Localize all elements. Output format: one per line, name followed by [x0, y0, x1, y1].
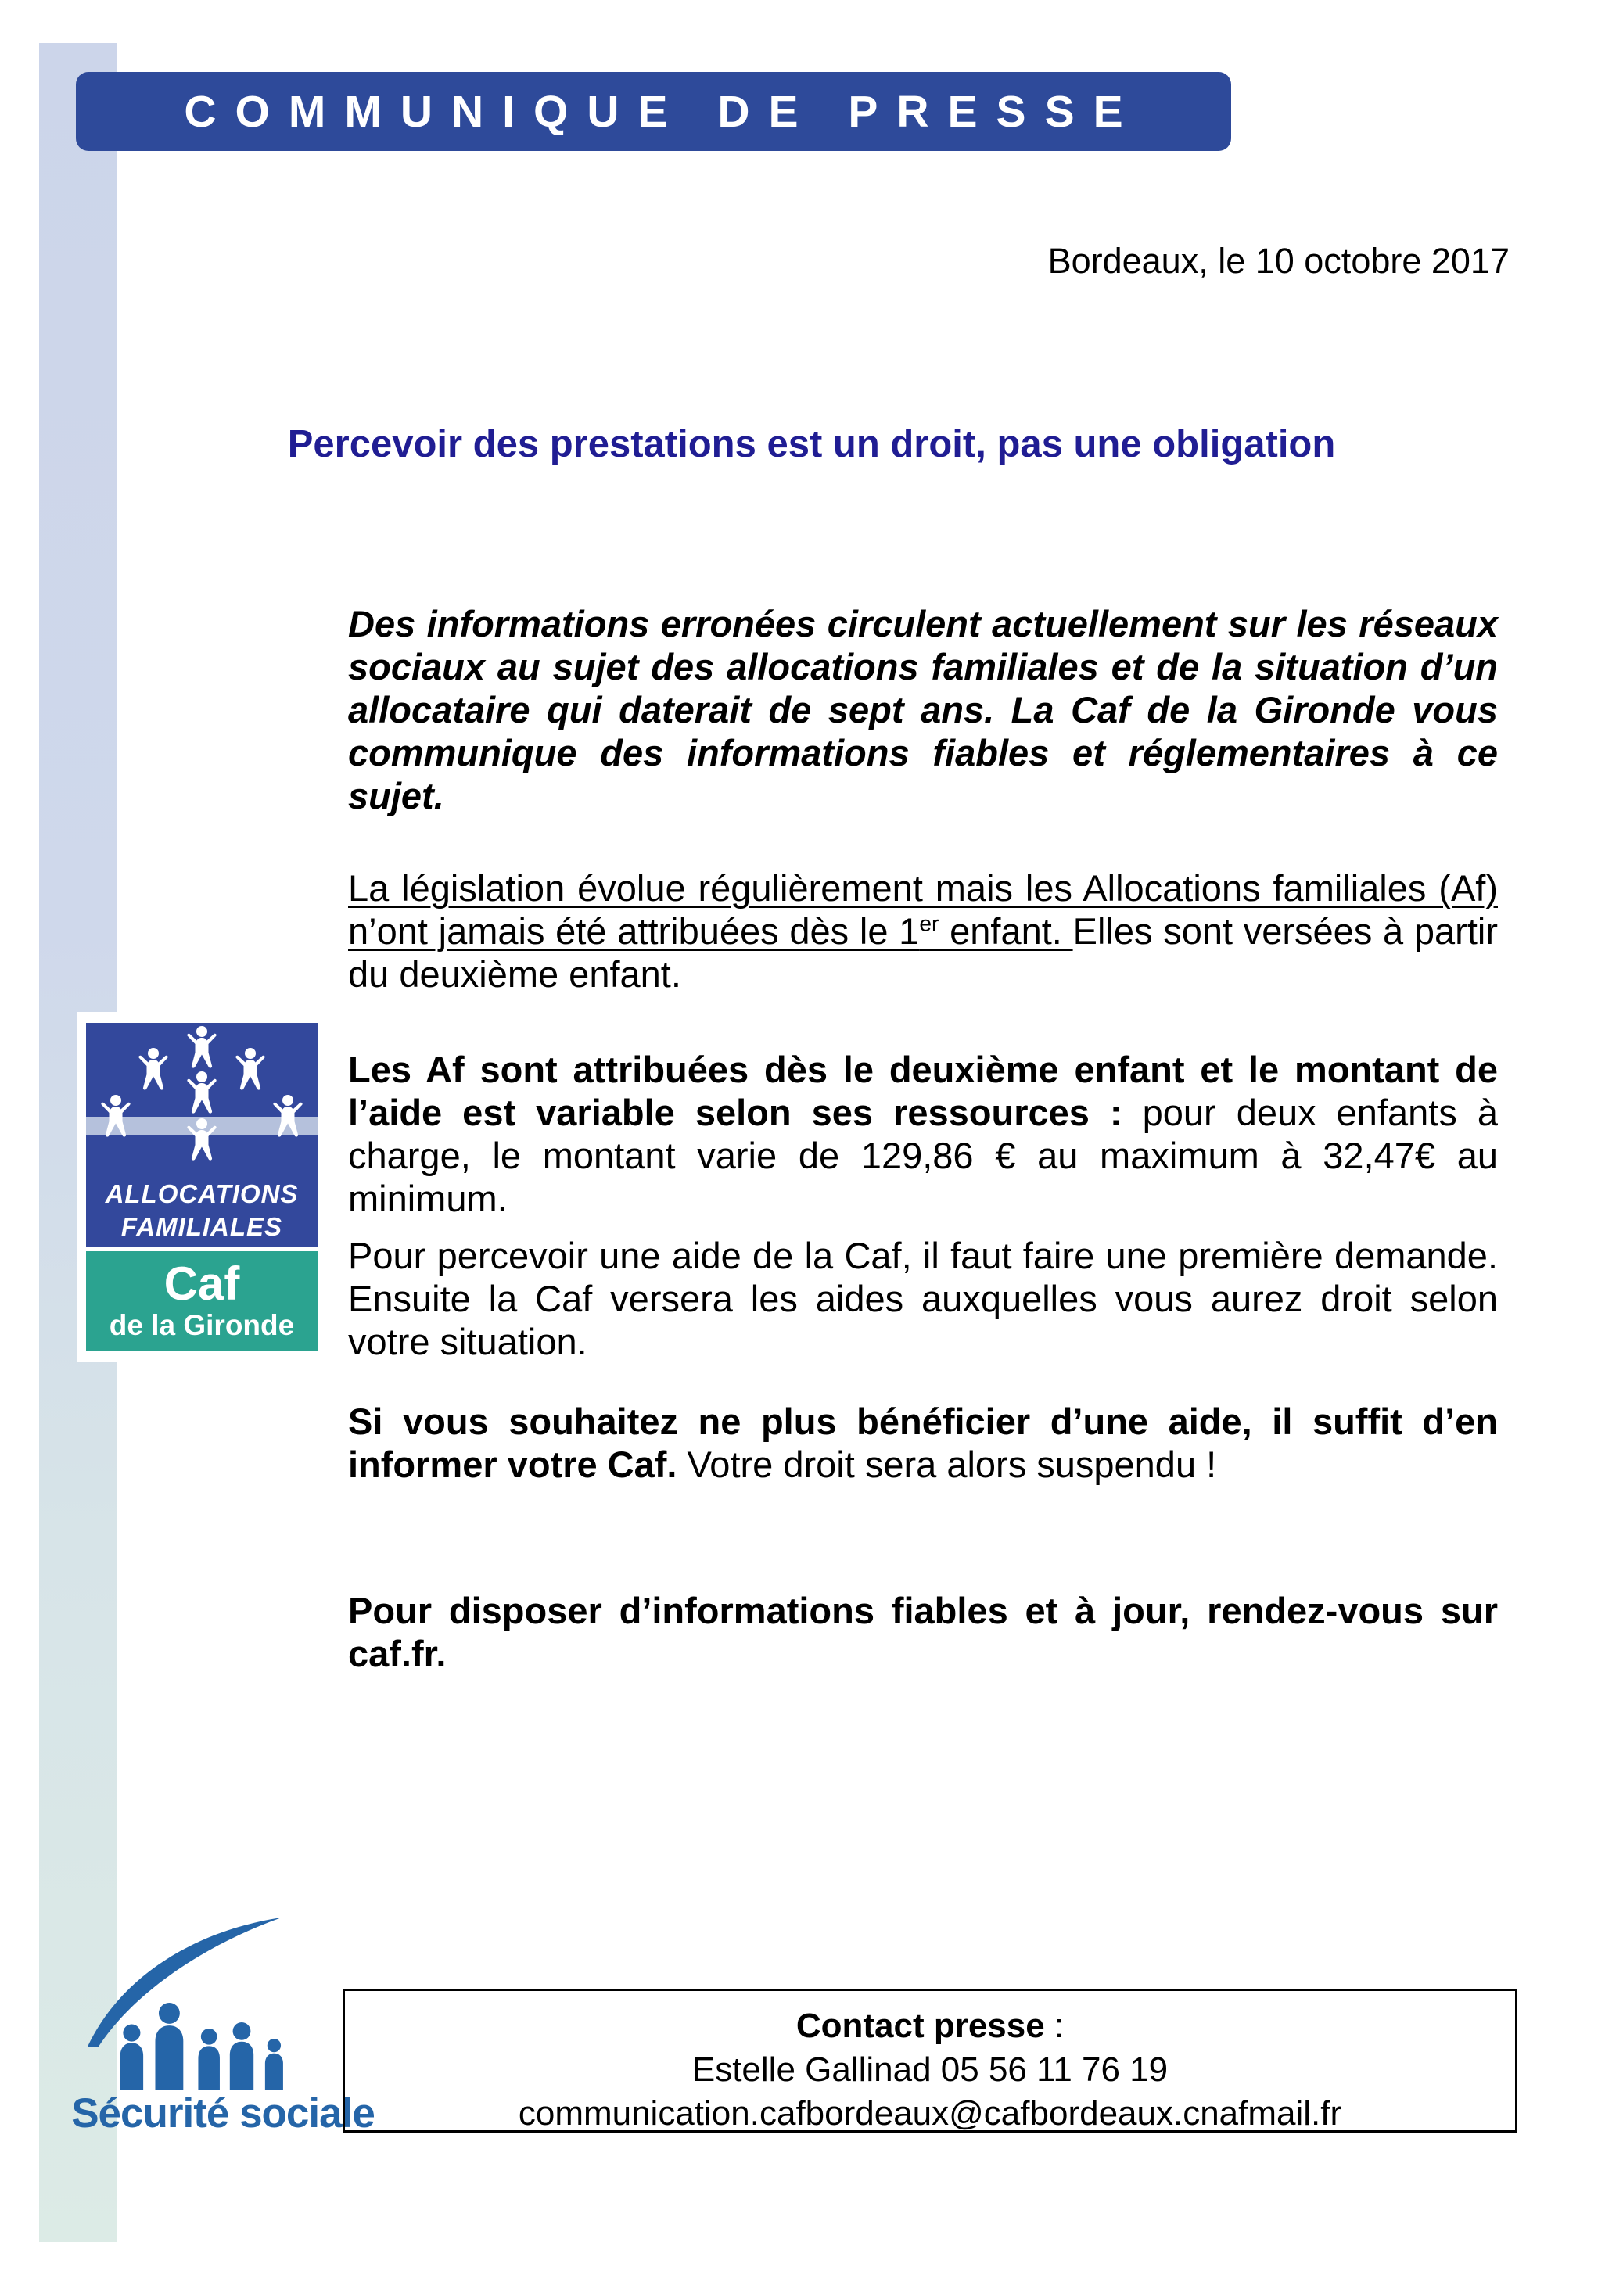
ordinal-superscript: er	[919, 910, 939, 936]
dateline: Bordeaux, le 10 octobre 2017	[1047, 241, 1510, 281]
opt-out-paragraph	[348, 1400, 1498, 1486]
contact-heading: Contact presse	[795, 2007, 1045, 2045]
family-figures-icon	[86, 1026, 318, 1179]
people-silhouettes-icon	[117, 2000, 293, 2090]
page-title: Percevoir des prestations est un droit, pas une obligation	[287, 423, 1336, 465]
caf-logo-line2: FAMILIALES	[120, 1212, 283, 1241]
contact-phone: Estelle Gallinad 05 56 11 76 19	[691, 2050, 1169, 2089]
press-release-banner	[76, 72, 1231, 151]
amounts-rest: pour deux enfants à charge, le montant varie de 129,86 € au maximum à 32,47€ au minimum.	[348, 1092, 1498, 1219]
opt-out-rest: Votre droit sera alors suspendu !	[687, 1444, 1217, 1485]
contact-heading-colon: :	[1044, 2007, 1065, 2045]
caf-logo-teal-panel	[86, 1251, 318, 1351]
intro-paragraph: Des informations erronées circulent actuellement sur les réseaux sociaux au sujet des allocations familiales et de la situation d’un allocataire qui daterait de sept ans. La Caf de la Gironde vous communique des informations fiables et réglementaires à ce sujet.	[348, 603, 1498, 816]
caf-logo-region: de la Gironde	[109, 1309, 295, 1341]
caf-logo-name: Caf	[163, 1257, 240, 1310]
legislation-rest: Elles sont versées à partir du deuxième enfant.	[348, 910, 1498, 995]
press-contact-box	[343, 1989, 1517, 2133]
caf-logo	[77, 1012, 329, 1362]
caf-logo-blue-panel	[86, 1023, 318, 1247]
first-request-paragraph: Pour percevoir une aide de la Caf, il faut faire une première demande. Ensuite la Caf versera les aides auxquelles vous aurez droit selon votre situation.	[348, 1235, 1498, 1362]
securite-sociale-logo	[55, 1908, 391, 2158]
opt-out-bold: Si vous souhaitez ne plus bénéficier d’une aide, il suffit d’en informer votre Caf.	[348, 1401, 1498, 1485]
contact-heading-line	[345, 2004, 1515, 2048]
amounts-paragraph	[348, 1048, 1498, 1220]
legislation-paragraph	[348, 866, 1498, 996]
underlined-text: La législation évolue régulièrement mais les Allocations familiales (Af) n’ont jamais été attribuées dès le 1	[348, 867, 1498, 952]
contact-email: communication.cafbordeaux@cafbordeaux.cnafmail.fr	[518, 2094, 1342, 2133]
amounts-bold: Les Af sont attribuées dès le deuxième enfant et le montant de l’aide est variable selon ses ressources :	[348, 1049, 1498, 1133]
banner-title: COMMUNIQUE DE PRESSE	[184, 86, 1142, 137]
underlined-text-end: enfant.	[939, 910, 1073, 952]
caf-fr-paragraph: Pour disposer d’informations fiables et à jour, rendez-vous sur caf.fr.	[348, 1590, 1498, 1674]
securite-sociale-label: Sécurité sociale	[71, 2090, 375, 2136]
caf-logo-line1: ALLOCATIONS	[105, 1179, 299, 1208]
